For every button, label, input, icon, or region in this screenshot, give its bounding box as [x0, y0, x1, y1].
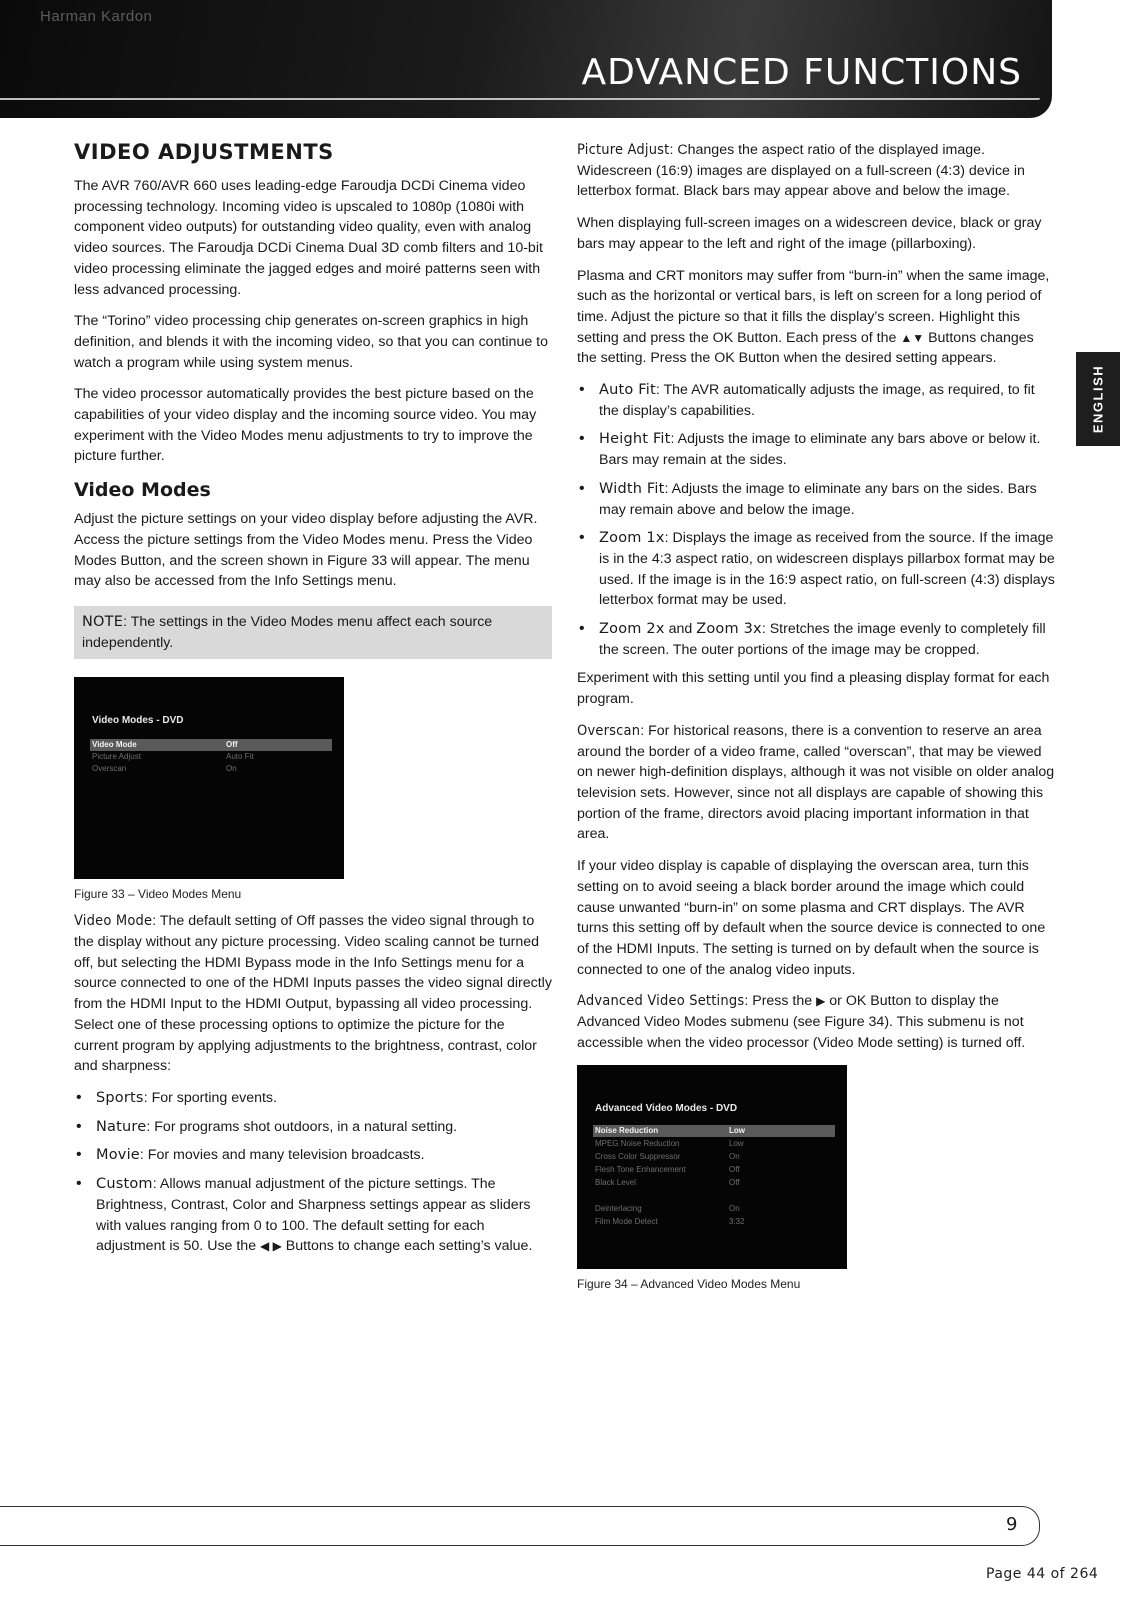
list-term: Height Fit [599, 431, 671, 448]
paragraph: The AVR 760/AVR 660 uses leading-edge Faroudja DCDi Cinema video processing technology. Incoming video is upscaled to 1080p (1080i with component video outputs) for outstanding video quality, even with analog video sources. The Faroudja DCDi Cinema Dual 3D comb filters and 10-bit video processing eliminate the jagged edges and moiré patterns seen with less advanced processing. [74, 178, 543, 298]
figure-34-caption: Figure 34 – Advanced Video Modes Menu [577, 1277, 801, 1292]
term-picture-adjust: Picture Adjust [577, 142, 670, 158]
term-description: : The default setting of Off passes the video signal through to the display without any picture processing. Video scaling cannot be turned off, but selecting the HDMI Bypass mode in the Info Settings menu for a source connected to one of the HDMI Inputs passes the video signal directly from the HDMI Input to the HDMI Output, bypassing all video processing. Select one of these processing options to optimize the picture for the current program by applying adjustments to the brightness, contrast, color and sharpness: [74, 913, 552, 1075]
list-text: : For sporting events. [143, 1089, 277, 1106]
list-text: : For movies and many television broadcasts. [139, 1147, 425, 1164]
list-item [74, 1117, 552, 1138]
paragraph: Experiment with this setting until you find a pleasing display format for each program. [577, 670, 1050, 708]
note-text: : The settings in the Video Modes menu affect each source independently. [82, 613, 493, 651]
list-term: Zoom 2x [599, 621, 665, 638]
term-description: or OK Button to display the Advanced Video Modes submenu (see Figure 34). This submenu is not accessible when the video processor (Video Mode setting) is turned off. [577, 993, 1026, 1051]
list-item [577, 528, 1057, 611]
paragraph-text: Buttons changes the setting. Press the OK Button when the desired setting appears. [577, 329, 1034, 367]
figure-menu-row: Film Mode Detect 3:32 [595, 1217, 745, 1227]
paragraph [577, 991, 1057, 1053]
language-tab [1076, 352, 1120, 446]
paragraph: Adjust the picture settings on your video display before adjusting the AVR. Access the picture settings from the Video Modes menu. Press the Video Modes Button, and the screen shown in Figure 33 will appear. The menu may also be accessed from the Info Settings menu. [74, 511, 538, 590]
list-term: Nature [96, 1118, 147, 1135]
term-overscan: Overscan [577, 722, 641, 739]
term-description: : Changes the aspect ratio of the displayed image. Widescreen (16:9) images are displayed on a full-screen (4:3) device in letterbox format. Black bars may appear above and below the image. [577, 142, 1025, 200]
list-text: and [664, 621, 697, 638]
list-text: : Allows manual adjustment of the picture settings. The Brightness, Contrast, Color and Sharpness settings appear as sliders with values ranging from 0 to 100. The default setting for each adjustment is 50. Use the [96, 1176, 531, 1255]
list-term: Width Fit [599, 480, 665, 497]
list-term: Auto Fit [599, 382, 656, 399]
paragraph: If your video display is capable of displaying the overscan area, turn this setting on to avoid seeing a black border around the image which could cause unwanted “burn-in” on some plasma and CRT displays. The AVR turns this setting off by default when the source device is connected to one of the HDMI Inputs. The setting is turned on by default when the source is connected to one of the analog video inputs. [577, 858, 1046, 978]
term-advanced-video-settings: Advanced Video Settings [577, 993, 745, 1010]
list-text: : Adjusts the image to eliminate any bars on the sides. Bars may remain above and below the image. [599, 480, 1037, 518]
up-down-arrow-icons: ▲▼ [900, 330, 925, 345]
page-counter: Page 44 of 264 [986, 1566, 1099, 1582]
list-text: : Stretches the image evenly to completely fill the screen. The outer portions of the image may be cropped. [599, 621, 1046, 658]
header-banner [0, 0, 1052, 118]
list-term: Sports [96, 1089, 144, 1106]
brand-label: Harman Kardon [40, 8, 153, 25]
list-item [74, 1174, 552, 1257]
list-item [74, 1145, 552, 1166]
list-term: Custom [96, 1176, 153, 1193]
paragraph [74, 911, 552, 1077]
paragraph [577, 721, 1057, 845]
note-label: NOTE [82, 613, 124, 630]
term-description: : Press the [744, 993, 817, 1010]
right-column [577, 140, 1057, 1301]
left-column [74, 140, 552, 1265]
list-text: : Displays the image as received from the source. If the image is in the 4:3 aspect ratio, on widescreen displays pillarbox format may be used. If the image is in the 16:9 aspect ratio, on full-screen (4:3) displays letterbox format may be used. [599, 530, 1055, 609]
language-tab-label: ENGLISH [1090, 364, 1106, 434]
figure-33-screenshot [74, 677, 344, 879]
figure-menu-row: Noise Reduction Low [593, 1125, 835, 1137]
figure-menu-row: Cross Color Suppressor On [595, 1152, 740, 1162]
list-item [577, 429, 1057, 470]
note-box [74, 606, 552, 659]
paragraph [577, 140, 1057, 202]
figure-menu-row: Overscan On [92, 764, 237, 774]
paragraph [577, 266, 1057, 370]
list-text: : Adjusts the image to eliminate any bars above or below it. Bars may remain at the sides. [599, 431, 1041, 469]
list-item [74, 1088, 552, 1109]
figure-menu-row: MPEG Noise Reduction Low [595, 1139, 744, 1149]
section-title: ADVANCED FUNCTIONS [581, 52, 1022, 93]
term-video-mode: Video Mode [74, 913, 153, 930]
list-item [577, 380, 1057, 421]
list-term: Zoom 3x [696, 621, 762, 638]
list-text: Buttons to change each setting’s value. [281, 1238, 533, 1255]
list-term: Movie [96, 1147, 140, 1164]
list-item [577, 479, 1057, 520]
paragraph: The video processor automatically provides the best picture based on the capabilities of your video display and the incoming source video. You may experiment with the Video Modes menu adjustments to try to improve the picture further. [74, 386, 537, 465]
figure-menu-row: Video Mode Off [90, 739, 332, 751]
footer-frame [0, 1506, 1040, 1546]
figure-33-caption: Figure 33 – Video Modes Menu [74, 887, 242, 902]
term-description: : For historical reasons, there is a convention to reserve an area around the border of a video frame, called “overscan”, that may be viewed on newer high-definition displays, although it was not visible on older analog television sets. However, since not all displays are capable of showing this portion of the frame, directors avoid placing important information in that area. [577, 722, 1055, 843]
page-number: 9 [1006, 1514, 1018, 1535]
picture-adjust-list [577, 380, 1057, 660]
list-item [577, 619, 1057, 660]
figure-menu-row: Black Level Off [595, 1178, 740, 1188]
figure-menu-row: Flesh Tone Enhancement Off [595, 1165, 740, 1175]
left-right-arrow-icons: ◀ ▶ [260, 1239, 282, 1254]
paragraph-text: Plasma and CRT monitors may suffer from “burn-in” when the same image, such as the horizontal or vertical bars, is left on screen for a long period of time. Adjust the picture so that it fills the display’s screen. Highlight this setting and press the OK Button. Each press of the [577, 267, 1050, 346]
figure-34-screenshot [577, 1065, 847, 1269]
list-text: : The AVR automatically adjusts the image, as required, to fit the display’s capabilities. [599, 382, 1035, 419]
figure-menu-title: Advanced Video Modes - DVD [595, 1103, 738, 1115]
figure-menu-title: Video Modes - DVD [92, 715, 184, 727]
list-text: : For programs shot outdoors, in a natural setting. [146, 1118, 458, 1135]
paragraph: When displaying full-screen images on a widescreen device, black or gray bars may appear to the left and right of the image (pillarboxing). [577, 215, 1042, 252]
page-heading: VIDEO ADJUSTMENTS [74, 140, 334, 164]
banner-swoosh [0, 98, 1040, 100]
list-term: Zoom 1x [599, 530, 665, 547]
subheading-video-modes: Video Modes [74, 479, 211, 502]
right-arrow-icon: ▶ [816, 994, 826, 1009]
figure-menu-row: Deinterlacing On [595, 1204, 740, 1214]
video-mode-list [74, 1088, 552, 1257]
paragraph: The “Torino” video processing chip generates on-screen graphics in high definition, and blends it with the incoming video, so that you can continue to watch a program while using system menus. [74, 313, 549, 371]
figure-menu-row: Picture Adjust Auto Fit [92, 752, 254, 762]
